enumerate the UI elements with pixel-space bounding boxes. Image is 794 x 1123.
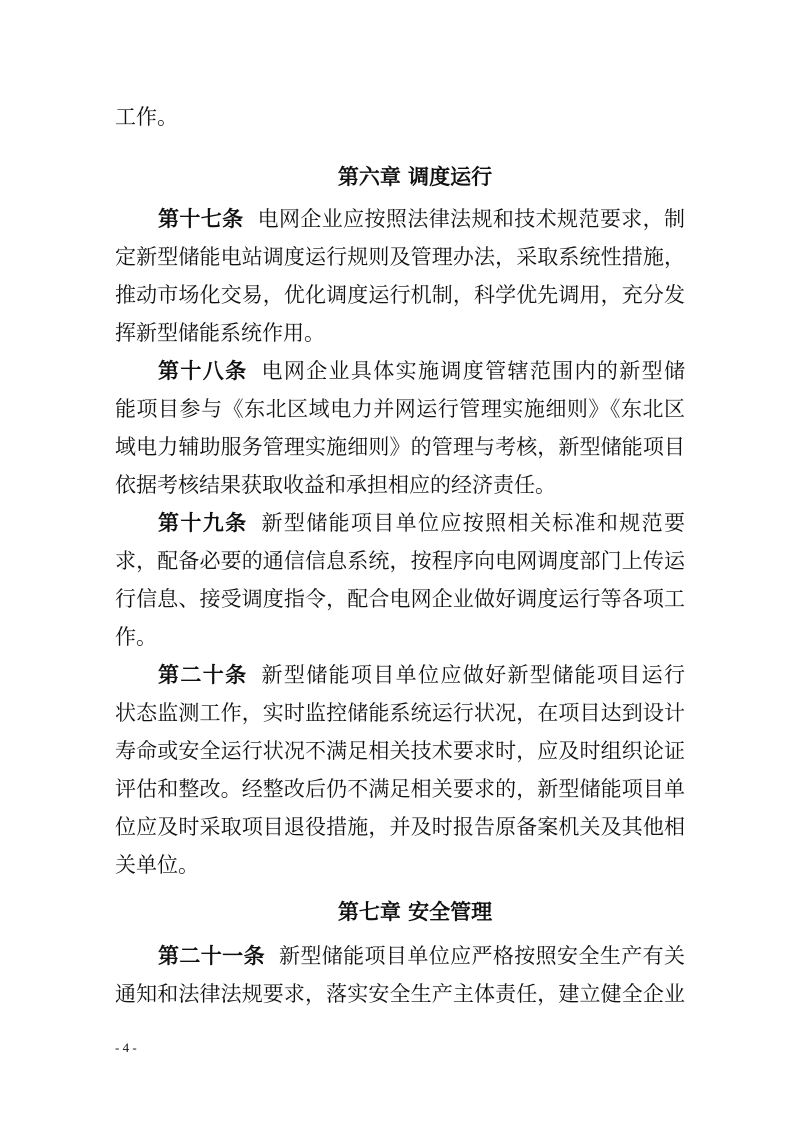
article-17-line-3: 推动市场化交易，优化调度运行机制，科学优先调用，充分发 (115, 283, 685, 307)
article-19-line-4: 作。 (115, 625, 157, 649)
article-21-label: 第二十一条 (158, 944, 265, 968)
article-17-line-2: 定新型储能电站调度运行规则及管理办法，采取系统性措施， (115, 245, 685, 269)
chapter-6-heading: 第六章 调度运行 (337, 165, 493, 189)
article-17-label: 第十七条 (158, 207, 244, 231)
article-18-line-3: 域电力辅助服务管理实施细则》的管理与考核，新型储能项目 (115, 435, 685, 459)
article-20-line-5: 位应及时采取项目退役措施，并及时报告原备案机关及其他相 (115, 815, 685, 839)
article-18-line-2: 能项目参与《东北区域电力并网运行管理实施细则》《东北区 (115, 397, 685, 421)
article-18-line-1 (158, 352, 685, 390)
article-17-line-1 (158, 200, 685, 238)
article-21-text-1: 新型储能项目单位应严格按照安全生产有关 (278, 944, 686, 968)
article-19-label: 第十九条 (158, 511, 248, 535)
article-19-line-1 (158, 504, 685, 542)
article-17-text-1: 电网企业应按照法律法规和技术规范要求，制 (257, 207, 686, 231)
article-18-text-1: 电网企业具体实施调度管辖范围内的新型储 (261, 359, 686, 383)
article-20-label: 第二十条 (158, 663, 248, 687)
article-18-line-4: 依据考核结果获取收益和承担相应的经济责任。 (115, 473, 556, 497)
article-20-text-1: 新型储能项目单位应做好新型储能项目运行 (261, 663, 686, 687)
article-18-label: 第十八条 (158, 359, 248, 383)
article-21-line-1 (158, 937, 685, 975)
article-20-line-3: 寿命或安全运行状况不满足相关技术要求时，应及时组织论证 (115, 739, 685, 763)
article-19-line-2: 求，配备必要的通信信息系统，按程序向电网调度部门上传运 (115, 549, 685, 573)
article-20-line-2: 状态监测工作，实时监控储能系统运行状况，在项目达到设计 (115, 701, 685, 725)
article-20-line-6: 关单位。 (115, 853, 199, 877)
article-19-text-1: 新型储能项目单位应按照相关标准和规范要 (261, 511, 686, 535)
article-20-line-1 (158, 656, 685, 694)
continuation-line: 工作。 (115, 105, 178, 129)
article-19-line-3: 行信息、接受调度指令，配合电网企业做好调度运行等各项工 (115, 587, 685, 611)
article-20-line-4: 评估和整改。经整改后仍不满足相关要求的，新型储能项目单 (115, 777, 685, 801)
page-number: - 4 - (115, 1040, 137, 1055)
chapter-7-heading: 第七章 安全管理 (337, 900, 493, 924)
article-21-line-2: 通知和法律法规要求，落实安全生产主体责任，建立健全企业 (115, 982, 685, 1006)
article-17-line-4: 挥新型储能系统作用。 (115, 321, 325, 345)
